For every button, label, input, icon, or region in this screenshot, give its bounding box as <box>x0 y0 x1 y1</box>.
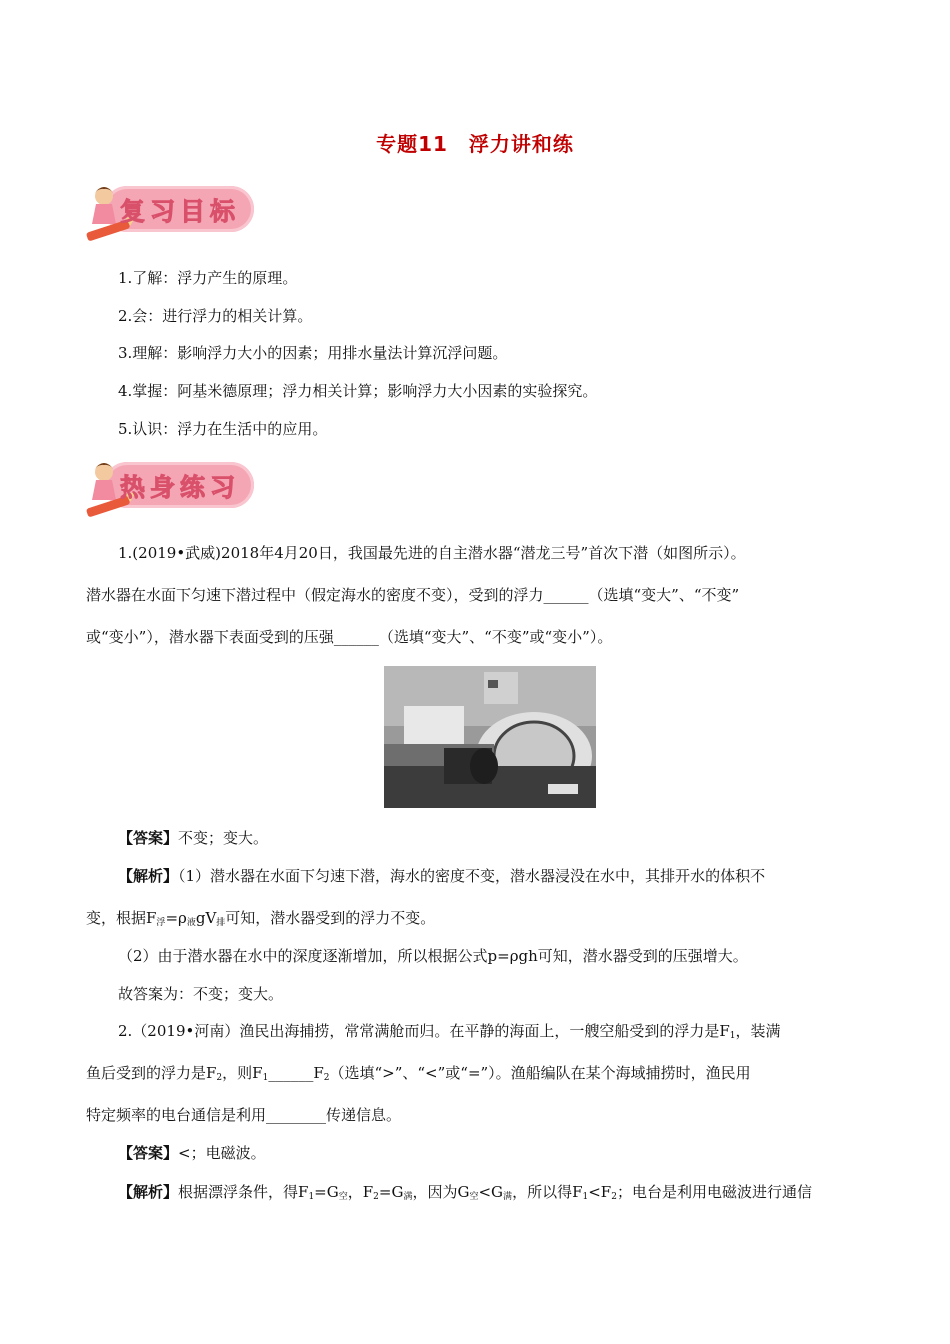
goal-item: 3.理解：影响浮力大小的因素；用排水量法计算沉浮问题。 <box>118 344 508 362</box>
analysis-text: （1）潜水器在水面下匀速下潜，海水的密度不变，潜水器浸没在水中，其排开水的体积不 <box>178 867 766 885</box>
subscript: 满 <box>403 1192 413 1202</box>
analysis-line <box>118 866 765 886</box>
answer-text: <；电磁波。 <box>178 1144 266 1162</box>
analysis-text: 变，根据F <box>86 909 157 927</box>
analysis-text: ，F <box>347 1183 374 1201</box>
analysis-text: =ρ <box>165 909 187 927</box>
subscript: 1 <box>308 1192 315 1202</box>
analysis-line <box>118 1182 812 1207</box>
question-text: 2.（2019•河南）渔民出海捕捞，常常满舱而归。在平静的海面上，一艘空船受到的浮力是F <box>118 1022 730 1040</box>
question-2-line <box>86 1063 751 1088</box>
answer-line <box>118 1143 266 1163</box>
banner-label: 复习目标 <box>120 197 241 226</box>
answer-text: 不变；变大。 <box>178 829 269 847</box>
goal-item: 1.了解：浮力产生的原理。 <box>118 269 298 287</box>
analysis-text: ；电台是利用电磁波进行通信 <box>616 1183 812 1201</box>
goal-item: 4.掌握：阿基米德原理；浮力相关计算；影响浮力大小因素的实验探究。 <box>118 382 598 400</box>
answer-tag: 【答案】 <box>118 1144 179 1162</box>
analysis-text: <F <box>588 1183 612 1201</box>
question-1-line: 1.(2019•武威)2018年4月20日，我国最先进的自主潜水器“潜龙三号”首次下潜（如图所示）。 <box>118 544 746 562</box>
question-text: ，装满 <box>735 1022 781 1040</box>
analysis-text: ，所以得F <box>512 1183 583 1201</box>
analysis-text: 根据漂浮条件，得F <box>178 1183 309 1201</box>
banner-label: 热身练习 <box>120 473 241 502</box>
analysis-text: =G <box>378 1183 404 1201</box>
subscript: 1 <box>262 1073 269 1083</box>
goal-item: 2.会：进行浮力的相关计算。 <box>118 307 313 325</box>
subscript: 浮 <box>156 918 166 928</box>
analysis-text: gV <box>195 909 217 927</box>
question-text: （选填“>”、“<”或“=”）。渔船编队在某个海域捕捞时，渔民用 <box>329 1064 751 1082</box>
answer-tag: 【答案】 <box>118 829 179 847</box>
subscript: 空 <box>469 1192 479 1202</box>
submersible-photo <box>384 666 596 808</box>
section-banner-goals <box>86 180 256 242</box>
answer-line <box>118 828 268 848</box>
subscript: 空 <box>338 1192 348 1202</box>
subscript: 1 <box>582 1192 589 1202</box>
subscript: 液 <box>186 918 196 928</box>
analysis-text: ，因为G <box>412 1183 470 1201</box>
subscript: 2 <box>323 1073 330 1083</box>
goal-item: 5.认识：浮力在生活中的应用。 <box>118 420 328 438</box>
analysis-line <box>86 908 435 933</box>
analysis-line: 故答案为：不变；变大。 <box>118 985 284 1003</box>
question-text: 鱼后受到的浮力是F <box>86 1064 217 1082</box>
analysis-text: <G <box>478 1183 504 1201</box>
subscript: 2 <box>216 1073 223 1083</box>
question-1-line: 潜水器在水面下匀速下潜过程中（假定海水的密度不变），受到的浮力______（选填“变大”、“不变” <box>86 586 740 604</box>
analysis-tag: 【解析】 <box>118 867 179 885</box>
subscript: 1 <box>729 1031 736 1041</box>
analysis-text: =G <box>314 1183 339 1201</box>
section-banner-warmup <box>86 456 256 518</box>
analysis-tag: 【解析】 <box>118 1183 179 1201</box>
subscript: 排 <box>216 918 226 928</box>
subscript: 2 <box>611 1192 617 1202</box>
subscript: 2 <box>373 1192 379 1202</box>
question-2-line: 特定频率的电台通信是利用________传递信息。 <box>86 1106 402 1124</box>
page-title: 专题11 浮力讲和练 <box>376 132 574 156</box>
question-text: ，则F <box>222 1064 263 1082</box>
subscript: 满 <box>503 1192 513 1202</box>
question-1-line: 或“变小”），潜水器下表面受到的压强______（选填“变大”、“不变”或“变小”）。 <box>86 628 613 646</box>
analysis-text: 可知，潜水器受到的浮力不变。 <box>225 909 436 927</box>
analysis-line: （2）由于潜水器在水中的深度逐渐增加，所以根据公式p=ρgh可知，潜水器受到的压强增大。 <box>118 947 748 965</box>
question-text: ______F <box>268 1064 324 1082</box>
question-2-line <box>118 1021 781 1046</box>
